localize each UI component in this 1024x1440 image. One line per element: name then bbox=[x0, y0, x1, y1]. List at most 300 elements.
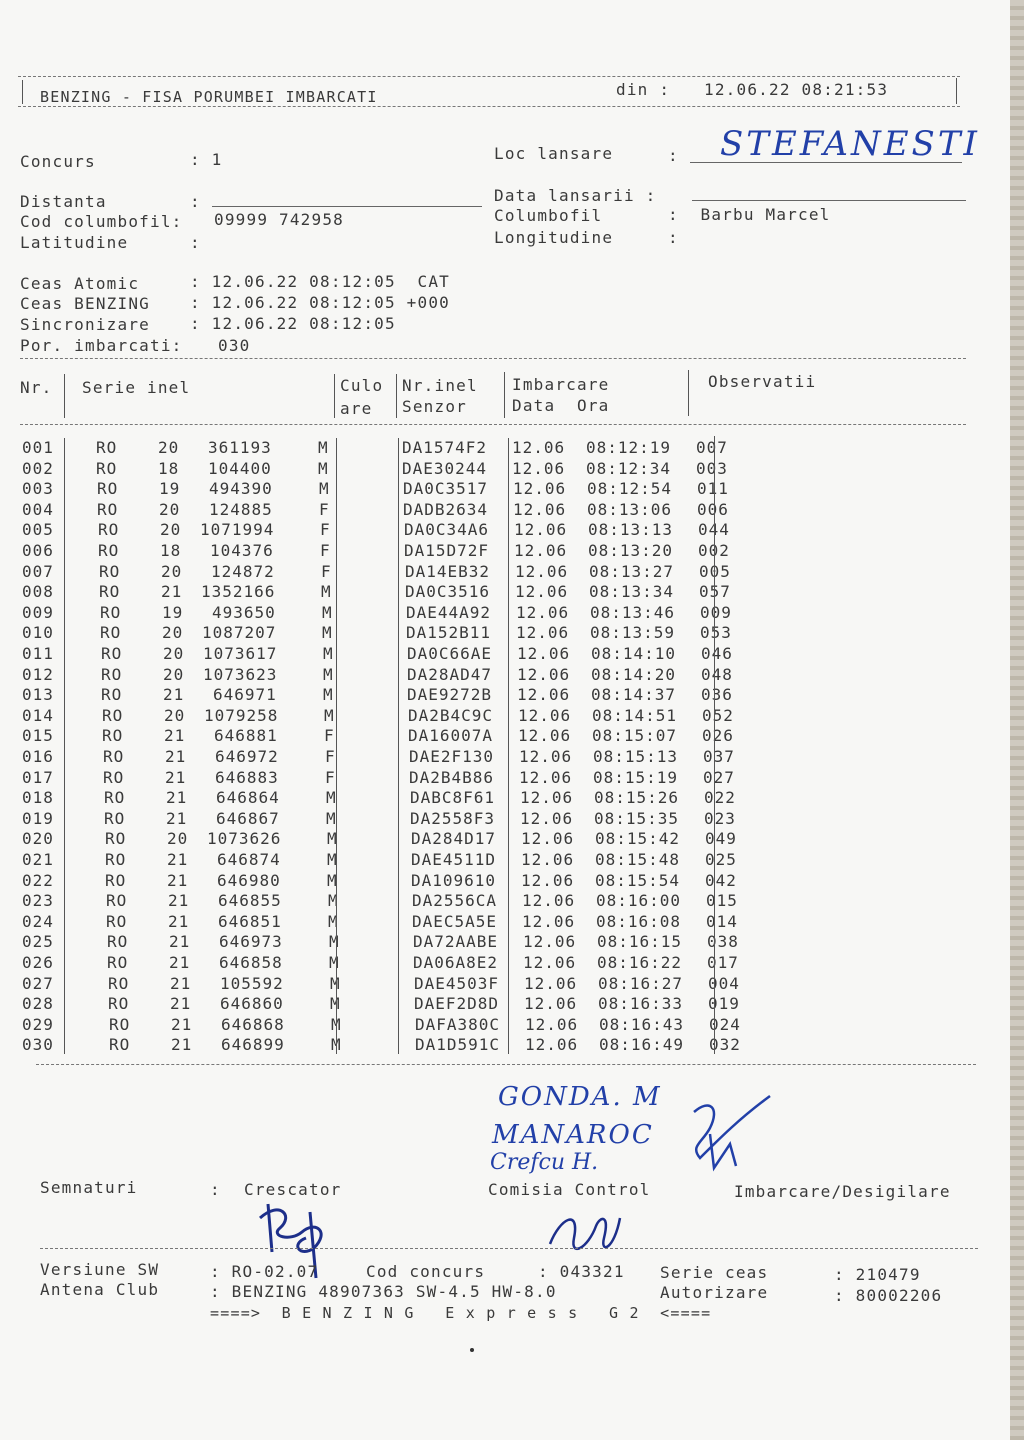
cell-num: 646868 bbox=[221, 1014, 285, 1034]
cell-num: 646855 bbox=[218, 891, 282, 911]
background-fabric-edge bbox=[1010, 0, 1024, 1440]
cell-sensor: DA28AD47 bbox=[407, 664, 493, 684]
cell-yr: 21 bbox=[169, 953, 191, 972]
din-label: din : bbox=[616, 80, 671, 99]
cell-sex: F bbox=[325, 747, 336, 766]
cell-yr: 20 bbox=[162, 623, 184, 643]
cell-time: 08:16:43 bbox=[599, 1014, 685, 1034]
cell-sex: M bbox=[328, 911, 339, 931]
table-row bbox=[0, 1035, 900, 1056]
cell-sensor: DA152B11 bbox=[406, 623, 492, 643]
cell-obs: 002 bbox=[698, 541, 730, 560]
cell-date: 12.06 bbox=[525, 1035, 579, 1055]
cell-ctry: RO bbox=[96, 458, 118, 478]
cell-num: 1071994 bbox=[200, 520, 275, 540]
table-row bbox=[0, 520, 900, 541]
table-row bbox=[0, 809, 900, 830]
cell-sensor: DAEF2D8D bbox=[414, 994, 500, 1014]
cell-sensor: DABC8F61 bbox=[410, 788, 496, 808]
cell-yr: 21 bbox=[171, 1035, 193, 1055]
cell-time: 08:14:10 bbox=[591, 644, 677, 663]
cell-yr: 21 bbox=[170, 973, 192, 993]
cell-yr: 21 bbox=[163, 685, 185, 705]
cell-obs: 006 bbox=[697, 499, 729, 519]
cell-date: 12.06 bbox=[514, 541, 568, 560]
cell-sex: M bbox=[323, 685, 334, 705]
cell-obs: 053 bbox=[700, 623, 732, 643]
cell-date: 12.06 bbox=[517, 685, 571, 705]
table-row bbox=[0, 459, 900, 480]
cell-yr: 21 bbox=[164, 726, 186, 746]
cell-nr: 023 bbox=[22, 891, 54, 911]
handwritten-signature-1 bbox=[680, 1088, 780, 1178]
cell-sensor: DA2556CA bbox=[412, 891, 498, 911]
cell-ctry: RO bbox=[99, 582, 121, 602]
cell-num: 646864 bbox=[216, 788, 280, 808]
cell-ctry: RO bbox=[96, 438, 118, 457]
autorizare-label: Autorizare bbox=[660, 1283, 769, 1302]
body-sep-1 bbox=[64, 438, 65, 1054]
cell-ctry: RO bbox=[101, 664, 123, 684]
table-row bbox=[0, 768, 900, 789]
cell-yr: 21 bbox=[171, 1014, 193, 1034]
cell-time: 08:16:08 bbox=[596, 911, 682, 931]
cell-sex: M bbox=[326, 808, 337, 828]
cell-nr: 025 bbox=[22, 932, 54, 952]
cell-sex: M bbox=[322, 602, 333, 622]
cell-num: 646874 bbox=[217, 850, 281, 869]
cell-num: 646973 bbox=[219, 932, 283, 952]
header-sep-5 bbox=[688, 370, 689, 416]
cell-date: 12.06 bbox=[512, 438, 566, 457]
col-header-imbarcare-1: Imbarcare bbox=[512, 375, 610, 394]
col-header-nrinel-2: Senzor bbox=[402, 397, 467, 416]
cell-num: 646867 bbox=[216, 808, 280, 828]
serie-ceas-value: : 210479 bbox=[834, 1265, 921, 1284]
cod-columbofil-value: 09999 742958 bbox=[214, 210, 344, 229]
cell-ctry: RO bbox=[106, 891, 128, 911]
cell-obs: 007 bbox=[696, 438, 728, 457]
cell-yr: 20 bbox=[161, 561, 183, 581]
cell-date: 12.06 bbox=[518, 705, 572, 725]
cell-yr: 20 bbox=[160, 520, 182, 540]
cell-time: 08:15:07 bbox=[592, 726, 678, 746]
cell-sensor: DA1D591C bbox=[415, 1035, 501, 1055]
cell-sex: M bbox=[329, 932, 340, 952]
cell-ctry: RO bbox=[97, 499, 119, 519]
cell-obs: 023 bbox=[704, 808, 736, 828]
antena-club-label: Antena Club bbox=[40, 1280, 160, 1299]
cell-time: 08:16:33 bbox=[598, 994, 684, 1014]
cell-ctry: RO bbox=[100, 623, 122, 643]
cell-yr: 21 bbox=[170, 994, 192, 1014]
cell-sensor: DA72AABE bbox=[413, 932, 499, 952]
cell-sensor: DAE44A92 bbox=[406, 602, 492, 622]
cell-num: 646980 bbox=[217, 870, 281, 890]
col-header-serie: Serie inel bbox=[82, 378, 191, 397]
cell-time: 08:15:48 bbox=[595, 850, 681, 869]
crescator-label: Crescator bbox=[244, 1180, 342, 1199]
cell-yr: 18 bbox=[158, 458, 180, 478]
cell-num: 1073626 bbox=[207, 829, 282, 849]
cell-sensor: DAE2F130 bbox=[409, 747, 495, 766]
footer-rule bbox=[40, 1248, 978, 1249]
cell-date: 12.06 bbox=[522, 891, 576, 911]
columbofil-value: : Barbu Marcel bbox=[668, 205, 831, 224]
antena-club-value: : BENZING 48907363 SW-4.5 HW-8.0 bbox=[210, 1282, 557, 1301]
cell-num: 105592 bbox=[220, 973, 284, 993]
table-row bbox=[0, 438, 900, 459]
cell-sex: M bbox=[318, 458, 329, 478]
cell-num: 1073623 bbox=[203, 664, 278, 684]
semnaturi-label: Semnaturi bbox=[40, 1178, 138, 1197]
cell-num: 1087207 bbox=[202, 623, 277, 643]
serie-ceas-label: Serie ceas bbox=[660, 1263, 769, 1282]
cell-sensor: DA14EB32 bbox=[405, 561, 491, 581]
cell-date: 12.06 bbox=[524, 994, 578, 1014]
cell-sex: M bbox=[326, 788, 337, 808]
table-row bbox=[0, 912, 900, 933]
cell-nr: 006 bbox=[22, 541, 54, 560]
cell-yr: 20 bbox=[164, 705, 186, 725]
cell-ctry: RO bbox=[98, 520, 120, 540]
cell-date: 12.06 bbox=[520, 788, 574, 808]
cell-sex: M bbox=[327, 850, 338, 869]
distanta-line bbox=[212, 206, 482, 207]
cell-obs: 046 bbox=[701, 644, 733, 663]
cell-nr: 002 bbox=[22, 458, 54, 478]
table-row bbox=[0, 953, 900, 974]
print-dot bbox=[470, 1348, 474, 1352]
cell-date: 12.06 bbox=[515, 582, 569, 602]
cell-sensor: DAEC5A5E bbox=[412, 911, 498, 931]
cell-obs: 044 bbox=[698, 520, 730, 540]
cell-sex: M bbox=[330, 973, 341, 993]
cell-num: 646858 bbox=[219, 953, 283, 972]
comisia-signature bbox=[540, 1198, 630, 1268]
latitudine-colon: : bbox=[190, 233, 201, 252]
cell-yr: 20 bbox=[159, 499, 181, 519]
cell-num: 646881 bbox=[214, 726, 278, 746]
table-row bbox=[0, 582, 900, 603]
cell-date: 12.06 bbox=[516, 602, 570, 622]
cell-time: 08:13:59 bbox=[590, 623, 676, 643]
cell-nr: 010 bbox=[22, 623, 54, 643]
cell-nr: 012 bbox=[22, 664, 54, 684]
cell-yr: 21 bbox=[166, 808, 188, 828]
cell-sensor: DA284D17 bbox=[411, 829, 497, 849]
cell-time: 08:13:13 bbox=[588, 520, 674, 540]
table-row bbox=[0, 644, 900, 665]
cell-sensor: DA0C3517 bbox=[403, 479, 489, 499]
cell-time: 08:15:26 bbox=[594, 788, 680, 808]
table-top-rule bbox=[20, 358, 966, 359]
cell-obs: 022 bbox=[704, 788, 736, 808]
comisia-control-label: Comisia Control bbox=[488, 1180, 651, 1199]
cell-num: 1352166 bbox=[201, 582, 276, 602]
cell-yr: 21 bbox=[167, 870, 189, 890]
cell-obs: 017 bbox=[707, 953, 739, 972]
cell-date: 12.06 bbox=[514, 520, 568, 540]
cod-concurs-label: Cod concurs bbox=[366, 1262, 486, 1281]
cell-obs: 005 bbox=[699, 561, 731, 581]
cell-sex: F bbox=[320, 541, 331, 560]
cell-nr: 021 bbox=[22, 850, 54, 869]
table-bottom-rule bbox=[36, 1064, 976, 1065]
col-header-culoare-1: Culo bbox=[340, 376, 384, 395]
cell-time: 08:16:27 bbox=[598, 973, 684, 993]
header-sep-3 bbox=[396, 374, 397, 418]
cell-date: 12.06 bbox=[522, 911, 576, 931]
table-row bbox=[0, 726, 900, 747]
ceas-benzing-value: : 12.06.22 08:12:05 +000 bbox=[190, 293, 450, 312]
cell-time: 08:15:54 bbox=[595, 870, 681, 890]
cell-yr: 21 bbox=[165, 747, 187, 766]
cell-sensor: DADB2634 bbox=[403, 499, 489, 519]
table-row bbox=[0, 871, 900, 892]
cell-time: 08:16:22 bbox=[597, 953, 683, 972]
cell-num: 124885 bbox=[209, 499, 273, 519]
cell-nr: 015 bbox=[22, 726, 54, 746]
cell-ctry: RO bbox=[103, 767, 125, 787]
cell-nr: 016 bbox=[22, 747, 54, 766]
cell-sensor: DA16007A bbox=[408, 726, 494, 746]
cell-date: 12.06 bbox=[523, 932, 577, 952]
header-sep-4 bbox=[504, 372, 505, 418]
cell-ctry: RO bbox=[106, 911, 128, 931]
cell-obs: 048 bbox=[701, 664, 733, 684]
cell-num: 1073617 bbox=[203, 644, 278, 663]
cod-concurs-value: : 043321 bbox=[538, 1262, 625, 1281]
cell-sensor: DA109610 bbox=[411, 870, 497, 890]
table-row bbox=[0, 1015, 900, 1036]
cell-ctry: RO bbox=[105, 870, 127, 890]
cell-yr: 21 bbox=[168, 911, 190, 931]
sincronizare-value: : 12.06.22 08:12:05 bbox=[190, 314, 396, 333]
cell-time: 08:15:19 bbox=[593, 767, 679, 787]
header-sep-1 bbox=[64, 374, 65, 418]
cell-date: 12.06 bbox=[523, 953, 577, 972]
table-row bbox=[0, 623, 900, 644]
cell-ctry: RO bbox=[104, 808, 126, 828]
handwritten-name-1: GONDA. M bbox=[498, 1082, 662, 1112]
cell-obs: 024 bbox=[709, 1014, 741, 1034]
cell-date: 12.06 bbox=[521, 829, 575, 849]
cell-sensor: DA15D72F bbox=[404, 541, 490, 560]
body-sep-2 bbox=[336, 438, 337, 1054]
cell-obs: 036 bbox=[701, 685, 733, 705]
cell-sensor: DA1574F2 bbox=[402, 438, 488, 457]
cell-yr: 20 bbox=[158, 438, 180, 457]
data-lansarii-line bbox=[692, 200, 966, 201]
cell-ctry: RO bbox=[105, 850, 127, 869]
cell-sex: M bbox=[321, 582, 332, 602]
cell-num: 104376 bbox=[210, 541, 274, 560]
col-header-nrinel-1: Nr.inel bbox=[402, 376, 478, 395]
handwritten-name-2: MANAROC bbox=[492, 1120, 654, 1150]
cell-ctry: RO bbox=[102, 726, 124, 746]
cell-sex: F bbox=[319, 499, 330, 519]
cell-sex: M bbox=[331, 1014, 342, 1034]
cell-sex: M bbox=[327, 829, 338, 849]
ceas-atomic-value: : 12.06.22 08:12:05 CAT bbox=[190, 272, 450, 291]
cell-sex: M bbox=[323, 644, 334, 663]
cell-date: 12.06 bbox=[521, 870, 575, 890]
cell-yr: 20 bbox=[167, 829, 189, 849]
body-sep-5 bbox=[714, 436, 715, 1054]
cell-num: 493650 bbox=[212, 602, 276, 622]
cell-date: 12.06 bbox=[518, 726, 572, 746]
cell-ctry: RO bbox=[109, 1014, 131, 1034]
table-row bbox=[0, 788, 900, 809]
ceas-benzing-label: Ceas BENZING bbox=[20, 294, 150, 313]
cell-sensor: DA06A8E2 bbox=[413, 953, 499, 972]
table-row bbox=[0, 479, 900, 500]
cell-sex: F bbox=[321, 561, 332, 581]
document-title: BENZING - FISA PORUMBEI IMBARCATI bbox=[40, 88, 378, 106]
cell-time: 08:13:46 bbox=[590, 602, 676, 622]
cell-obs: 057 bbox=[699, 582, 731, 602]
cell-num: 646972 bbox=[215, 747, 279, 766]
cell-time: 08:15:13 bbox=[593, 747, 679, 766]
table-row bbox=[0, 974, 900, 995]
cell-sensor: DA0C3516 bbox=[405, 582, 491, 602]
header-sep-2 bbox=[334, 374, 335, 418]
longitudine-label: Longitudine bbox=[494, 228, 614, 247]
cell-nr: 018 bbox=[22, 788, 54, 808]
cell-yr: 21 bbox=[165, 767, 187, 787]
table-row bbox=[0, 932, 900, 953]
versiune-sw-label: Versiune SW bbox=[40, 1260, 160, 1279]
sincronizare-label: Sincronizare bbox=[20, 315, 150, 334]
latitudine-label: Latitudine bbox=[20, 233, 129, 252]
cell-date: 12.06 bbox=[524, 973, 578, 993]
cell-yr: 21 bbox=[169, 932, 191, 952]
cell-date: 12.06 bbox=[513, 479, 567, 499]
col-header-observatii: Observatii bbox=[708, 372, 817, 391]
longitudine-colon: : bbox=[668, 228, 679, 247]
cell-sex: F bbox=[320, 520, 331, 540]
cell-num: 646899 bbox=[221, 1035, 285, 1055]
cell-obs: 032 bbox=[709, 1035, 741, 1055]
cell-nr: 001 bbox=[22, 438, 54, 457]
cell-ctry: RO bbox=[103, 747, 125, 766]
cell-yr: 20 bbox=[163, 664, 185, 684]
cell-sensor: DA2B4C9C bbox=[408, 705, 494, 725]
table-row bbox=[0, 562, 900, 583]
handwritten-name-3: Crefcu H. bbox=[490, 1150, 599, 1175]
cell-sensor: DAE9272B bbox=[407, 685, 493, 705]
cell-yr: 18 bbox=[160, 541, 182, 560]
semnaturi-colon: : bbox=[210, 1180, 221, 1199]
cell-date: 12.06 bbox=[513, 499, 567, 519]
cell-nr: 027 bbox=[22, 973, 54, 993]
cell-obs: 004 bbox=[708, 973, 740, 993]
loc-lansare-handwritten: STEFANESTI bbox=[720, 124, 980, 164]
cell-nr: 028 bbox=[22, 994, 54, 1014]
ceas-atomic-label: Ceas Atomic bbox=[20, 274, 140, 293]
concurs-value: : 1 bbox=[190, 150, 223, 169]
col-header-culoare-2: are bbox=[340, 399, 373, 418]
cell-obs: 037 bbox=[703, 747, 735, 766]
col-header-imbarcare-2: Data Ora bbox=[512, 396, 610, 415]
cell-time: 08:15:35 bbox=[594, 808, 680, 828]
cell-ctry: RO bbox=[108, 994, 130, 1014]
cell-obs: 011 bbox=[697, 479, 729, 499]
cell-sex: F bbox=[325, 767, 336, 787]
table-row bbox=[0, 500, 900, 521]
table-row bbox=[0, 994, 900, 1015]
cell-sex: M bbox=[324, 705, 335, 725]
cell-sex: M bbox=[328, 891, 339, 911]
cell-nr: 017 bbox=[22, 767, 54, 787]
concurs-label: Concurs bbox=[20, 152, 96, 171]
cell-obs: 027 bbox=[703, 767, 735, 787]
cell-ctry: RO bbox=[107, 953, 129, 972]
cell-ctry: RO bbox=[101, 644, 123, 663]
cell-num: 1079258 bbox=[204, 705, 279, 725]
data-lansarii-label: Data lansarii : bbox=[494, 186, 657, 205]
cell-sensor: DA2558F3 bbox=[410, 808, 496, 828]
table-row bbox=[0, 541, 900, 562]
table-row bbox=[0, 747, 900, 768]
cell-yr: 20 bbox=[163, 644, 185, 663]
cell-num: 104400 bbox=[208, 458, 272, 478]
cell-obs: 038 bbox=[707, 932, 739, 952]
cell-date: 12.06 bbox=[525, 1014, 579, 1034]
cell-sensor: DA2B4B86 bbox=[409, 767, 495, 787]
cell-nr: 030 bbox=[22, 1035, 54, 1055]
autorizare-value: : 80002206 bbox=[834, 1286, 943, 1305]
versiune-sw-value: : RO-02.07 bbox=[210, 1262, 319, 1281]
body-sep-3 bbox=[398, 438, 399, 1054]
cell-num: 646851 bbox=[218, 911, 282, 931]
cell-date: 12.06 bbox=[517, 644, 571, 663]
table-row bbox=[0, 665, 900, 686]
cell-ctry: RO bbox=[101, 685, 123, 705]
distanta-colon: : bbox=[190, 192, 201, 211]
cell-time: 08:13:27 bbox=[589, 561, 675, 581]
por-imbarcati-value: 030 bbox=[218, 336, 251, 355]
cell-sex: M bbox=[318, 438, 329, 457]
cell-ctry: RO bbox=[105, 829, 127, 849]
cod-columbofil-label: Cod columbofil: bbox=[20, 212, 183, 231]
cell-date: 12.06 bbox=[512, 458, 566, 478]
header-left-border bbox=[22, 80, 23, 104]
cell-sensor: DA0C34A6 bbox=[404, 520, 490, 540]
cell-ctry: RO bbox=[109, 1035, 131, 1055]
cell-yr: 21 bbox=[161, 582, 183, 602]
cell-obs: 026 bbox=[702, 726, 734, 746]
cell-sensor: DAE4511D bbox=[411, 850, 497, 869]
cell-ctry: RO bbox=[99, 561, 121, 581]
cell-obs: 049 bbox=[705, 829, 737, 849]
cell-time: 08:16:49 bbox=[599, 1035, 685, 1055]
table-row bbox=[0, 829, 900, 850]
cell-nr: 029 bbox=[22, 1014, 54, 1034]
cell-nr: 005 bbox=[22, 520, 54, 540]
cell-sex: M bbox=[329, 953, 340, 972]
cell-nr: 026 bbox=[22, 953, 54, 972]
table-header-rule bbox=[20, 424, 966, 425]
cell-ctry: RO bbox=[102, 705, 124, 725]
cell-sensor: DA0C66AE bbox=[407, 644, 493, 663]
cell-obs: 014 bbox=[706, 911, 738, 931]
cell-sex: M bbox=[327, 870, 338, 890]
cell-nr: 022 bbox=[22, 870, 54, 890]
cell-nr: 019 bbox=[22, 808, 54, 828]
cell-nr: 011 bbox=[22, 644, 54, 663]
